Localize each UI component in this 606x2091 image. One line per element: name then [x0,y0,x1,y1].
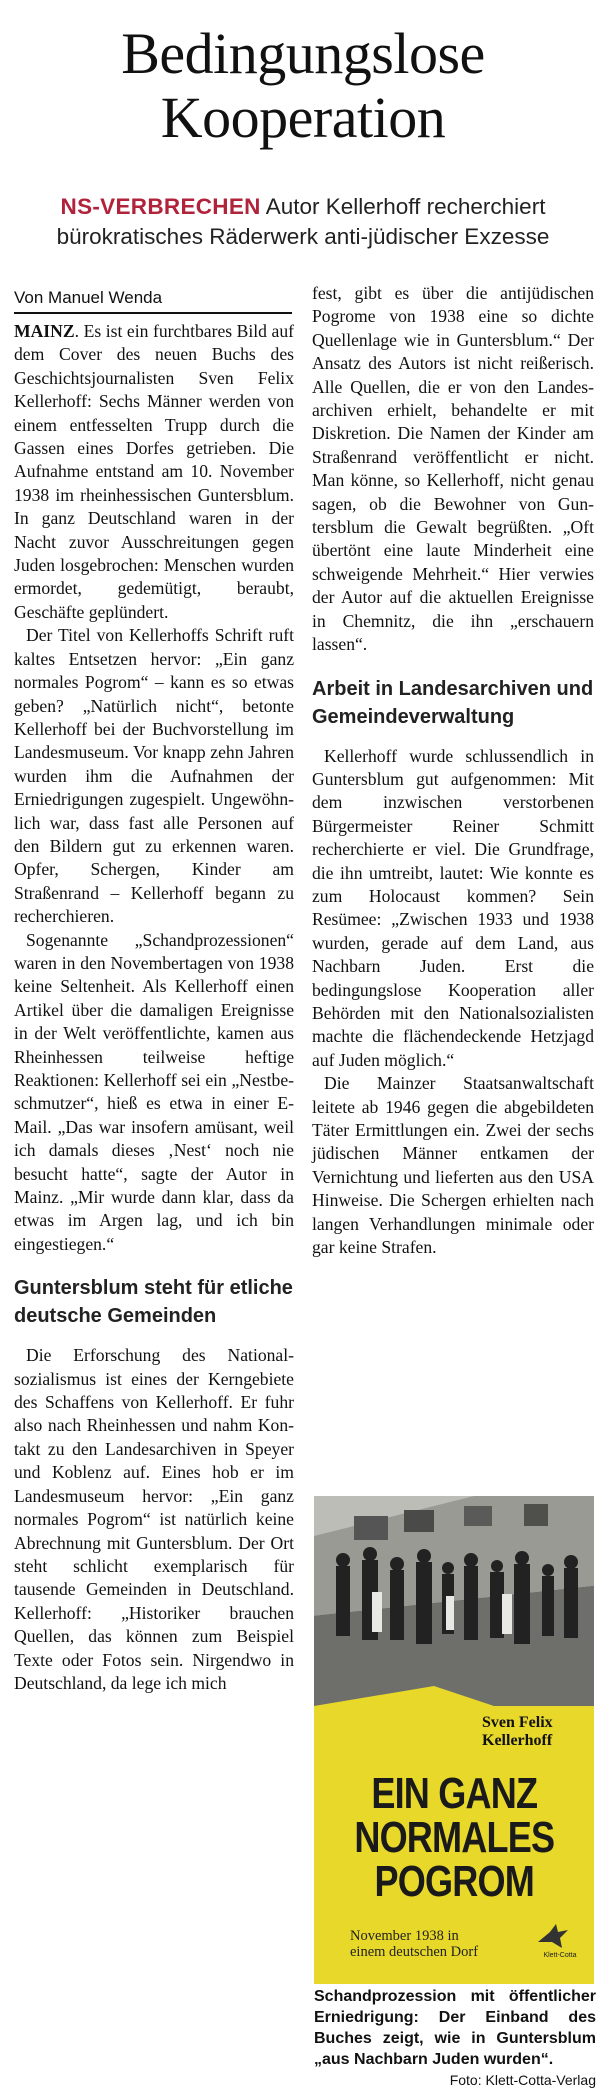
caption-text: Schandprozession mit öffentlicher Erniedrigung: Der Einband des Buches zeigt, wie in Guntersblum „aus Nachbarn Juden wurden“. [314,1988,596,2068]
article-column-2 [312,282,594,1259]
paragraph-5: fest, gibt es über die antijüdischen Pogrome von 1938 eine so dichte Quellenlage wie in Guntersblum.“ Der Ansatz des Autors ist nicht reißerisch. Alle Quellen, die er von den Landesarchiven erhielt, behandelte er mit Diskretion. Die Namen der Kinder am Straßenrand veröffentlicht er nicht. Man könne, so Kellerhoff, nicht genau sagen, ob die Bewohner von Guntersblum die Gewalt begrüßten. „Oft übertönt eine laute Minderheit eine schweigende Mehrheit.“ Hier verwies der Autor auf die aktuellen Ereignisse in Chemnitz, die ihn „erschauern lassen“. [312,283,594,655]
book-cover-image [314,1496,594,1984]
book-subtitle [350,1928,500,1960]
dateline-city: MAINZ [14,321,75,341]
headline-line-1: Bedingungslose [121,21,485,86]
subheadline [20,192,586,252]
photo-credit: Foto: Klett-Cotta-Verlag [449,2072,596,2088]
book-title-line-2: NORMALES [354,1813,555,1862]
book-publisher: Klett-Cotta [543,1952,577,1959]
paragraph-1: MAINZ. Es ist ein furchtbares Bild auf dem Cover des neuen Buchs des Geschichtsjournalisten Sven Felix Kellerhoff: Sechs Männer werden von einem entfesselten Trupp durch die Gassen eines Dorfes getrieben. Die Aufnahme entstand am 10. November 1938 im rheinhessischen Guntersblum. In ganz Deutschland waren in der Nacht zuvor Ausschreitungen gegen Juden losgebrochen: Menschen wurden ermordet, gedemütigt, beraubt, Geschäfte geplündert. [14,321,295,622]
book-author-line-2: Kellerhoff [482,1732,553,1749]
book-title-line-3: POGROM [374,1857,534,1906]
subheading-1: Guntersblum steht für etliche deutsche Gemeinden [14,1277,293,1328]
headline [0,22,606,150]
paragraph-2: Der Titel von Kellerhoffs Schrift ruft kaltes Entsetzen hervor: „Ein ganz normales Pogrom“ – kann es so etwas geben? „Natürlich nicht“, betonte Kellerhoff bei der Buchvorstellung im Landesmuseum. Vor knapp zehn Jahren wurden ihm die Aufnahmen der Erniedrigungen zugespielt. Ungewöhnlich war, dass fast alle Personen auf den Bildern gut zu erkennen waren. Opfer, Schergen, Kinder am Straßenrand – Kellerhoff begann zu recherchieren. [14,625,294,927]
byline: Von Manuel Wenda [14,288,163,307]
book-title-line-1: EIN GANZ [371,1769,538,1818]
kicker: NS-VERBRECHEN [60,194,261,219]
subheadline-part-1: Autor Kellerhoff recherchiert [265,194,546,219]
paragraph-1-text: Es ist ein furchtbares Bild auf dem Cover des neuen Buchs des Geschichtsjournalisten Sven Felix Kellerhoff: Sechs Männer werden von einem entfesselten Trupp durch die Gassen eines Dorfes getrieben. Die Aufnahme entstand am 10. November 1938 im rheinhessischen Guntersblum. In ganz Deutschland waren in der Nacht zuvor Ausschreitungen gegen Juden losgebrochen: Menschen wurden ermordet, gedemütigt, beraubt, Geschäfte geplündert. [14,321,295,622]
headline-line-2: Kooperation [160,85,446,150]
byline-divider [14,312,292,314]
article-column-1 [14,320,294,1695]
paragraph-3: Sogenannte „Schandprozessionen“ waren in den Novembertagen von 1938 keine Seltenheit. Als Kellerhoff einen Artikel über die damaligen Ereignisse in der Welt veröffentlichte, kamen aus Rheinhessen teilweise heftige Reaktionen: Kellerhoff sei ein „Nestbeschmutzer“, hieß es etwa in einer E-Mail. „Das war insofern amüsant, weil ich damals dieses ‚Nest‘ noch nie besucht hatte“, sagte der Autor in Mainz. „Mir wurde dann klar, dass da etwas im Argen lag, und ich bin eingestiegen.“ [14,929,294,1254]
book-author-line-1: Sven Felix [482,1714,553,1731]
subheadline-part-2: bürokratisches Räderwerk anti-jüdischer Exzesse [56,224,550,249]
book-title [328,1769,581,1906]
paragraph-7: Die Mainzer Staatsanwaltschaft leitete ab 1946 gegen die abgebildeten Täter Ermittlungen ein. Zwei der sechs jüdischen Männer entkamen der Vernichtung und lieferten aus den USA Hinweise. Die Schergen erhielten nach langen Verhandlungen minimale oder gar keine Strafen. [312,1073,594,1258]
paragraph-6: Kellerhoff wurde schlussendlich in Guntersblum gut aufgenommen: Mit dem inzwischen verstorbenen Bürgermeister Reiner Schmitt recherchierte er viel. Die Grundfrage, die ihn umtreibt, lautet: Wie konnte es zum Holocaust kommen? Sein Resümee: „Zwischen 1933 und 1938 wurden, gerade auf dem Land, aus Nachbarn Juden. Erst die bedingungslose Kooperation aller Behörden mit den Nationalsozialisten machte die flächendeckende Hetzjagd auf Juden möglich.“ [312,745,594,1070]
paragraph-4: Die Erforschung des Nationalsozialismus ist eines der Kerngebiete des Schaffens von Kellerhoff. Er fuhr also nach Rheinhessen und nahm Kontakt zu den Landesarchiven in Speyer und Koblenz auf. Eines hob er im Landesmuseum hervor: „Ein ganz normales Pogrom“ ist natürlich keine Abrechnung mit Guntersblum. Der Ort steht schlicht exemplarisch für tausende Gemeinden in Deutschland. Kellerhoff: „Historiker brauchen Quellen, das können zum Beispiel Texte oder Fotos sein. Nirgendwo in Deutschland, da lege ich mich [14,1345,294,1693]
image-caption [314,1986,596,2091]
book-subtitle-line-1: November 1938 in [350,1928,459,1944]
publisher-bird-icon [536,1922,570,1950]
subheading-2: Arbeit in Landesarchiven und Gemeindeverwaltung [312,677,594,728]
book-author [482,1714,582,1750]
book-subtitle-line-2: einem deutschen Dorf [350,1944,479,1960]
